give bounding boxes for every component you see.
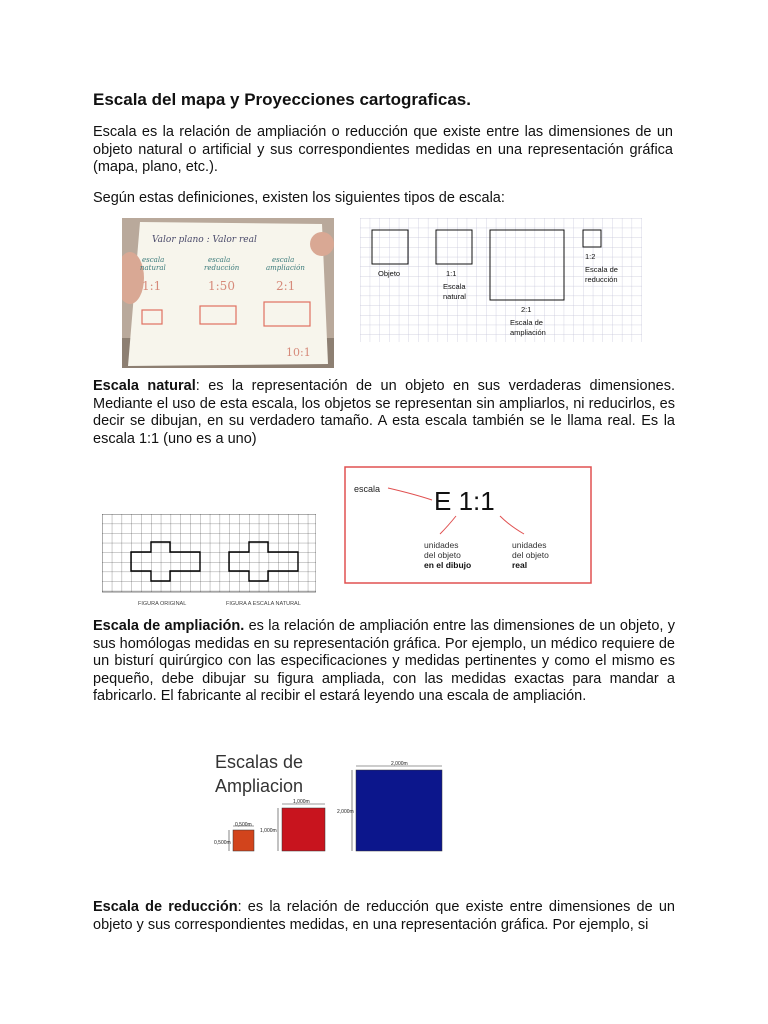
scale-grid-figure	[360, 218, 642, 342]
svg-text:escala: escala	[142, 256, 165, 264]
svg-text:1,000m: 1,000m	[260, 828, 277, 834]
svg-text:2,000m: 2,000m	[391, 761, 408, 767]
svg-text:reducción: reducción	[204, 264, 240, 272]
svg-text:1:2: 1:2	[585, 252, 596, 261]
photo-header: Valor plano : Valor real	[152, 235, 257, 245]
svg-text:escala: escala	[354, 484, 381, 494]
svg-text:reducción: reducción	[585, 275, 618, 284]
svg-text:ampliación: ampliación	[266, 264, 305, 272]
svg-text:Objeto: Objeto	[378, 269, 401, 278]
svg-text:natural: natural	[443, 292, 466, 301]
svg-text:Escalas de: Escalas de	[215, 752, 304, 772]
svg-text:escala: escala	[208, 256, 231, 264]
svg-text:1,000m: 1,000m	[293, 799, 310, 805]
svg-text:natural: natural	[140, 264, 166, 272]
svg-text:del objeto: del objeto	[512, 550, 549, 560]
svg-text:unidades: unidades	[424, 540, 459, 550]
natural-scale-grid	[102, 514, 316, 608]
svg-text:escala: escala	[272, 256, 295, 264]
svg-text:0,500m: 0,500m	[214, 840, 231, 846]
svg-text:0,500m: 0,500m	[235, 822, 252, 828]
svg-text:Ampliacion: Ampliacion	[215, 776, 304, 796]
svg-text:2:1: 2:1	[521, 305, 532, 314]
scale-types-photo	[122, 218, 334, 368]
ampliacion-paragraph: Escala de ampliación. es la relación de ampliación entre las dimensiones de un objeto, y sus homólogas medidas en su representación gráfica. Por ejemplo, un médico requiere de un bisturí quirúrgico con las especificaciones y medidas pertinentes y como el mismo es pequeño, debe dibujar su figura ampliada, con las medidas exactas para mandar a fabricarlo. El fabricante al recibir el estará leyendo una escala de ampliación.	[93, 618, 675, 704]
svg-text:2,000m: 2,000m	[337, 809, 354, 815]
svg-text:del objeto: del objeto	[424, 550, 461, 560]
scale-notation-diagram	[344, 466, 592, 584]
ampliacion-figure	[205, 750, 447, 852]
svg-text:unidades: unidades	[512, 540, 547, 550]
svg-text:Escala: Escala	[443, 282, 466, 291]
svg-text:real: real	[512, 560, 528, 570]
svg-text:10:1: 10:1	[286, 346, 311, 359]
svg-text:E 1:1: E 1:1	[434, 486, 495, 516]
svg-text:Escala de: Escala de	[585, 265, 618, 274]
svg-text:ampliación: ampliación	[510, 328, 546, 337]
page-title: Escala del mapa y Proyecciones cartograficas.	[93, 90, 471, 109]
intro-paragraph: Escala es la relación de ampliación o reducción que existe entre las dimensiones de un objeto natural o artificial y sus correspondientes medidas en una representación gráfica (mapa, plano, etc.).	[93, 124, 673, 175]
svg-text:FIGURA A ESCALA NATURAL: FIGURA A ESCALA NATURAL	[226, 601, 301, 607]
svg-text:en el dibujo: en el dibujo	[424, 560, 472, 570]
natural-paragraph: Escala natural: es la representación de un objeto en sus verdaderas dimensiones. Mediante el uso de esta escala, los objetos se representan sin ampliarlos, ni reducirlos, es decir se dibujan, en su verdadero tamaño. A esta escala también se le llama real. Es la escala 1:1 (uno es a uno)	[93, 378, 675, 447]
svg-text:Escala de: Escala de	[510, 318, 543, 327]
reduccion-paragraph: Escala de reducción: es la relación de reducción que existe entre dimensiones de un objeto y sus correspondientes medidas, en una representación gráfica. Por ejemplo, si	[93, 899, 675, 933]
svg-text:1:1: 1:1	[446, 269, 457, 278]
svg-text:1:50: 1:50	[208, 279, 235, 293]
svg-text:2:1: 2:1	[276, 279, 296, 293]
svg-text:1:1: 1:1	[142, 279, 162, 293]
svg-text:FIGURA ORIGINAL: FIGURA ORIGINAL	[138, 601, 187, 607]
types-intro: Según estas definiciones, existen los siguientes tipos de escala:	[93, 190, 505, 206]
